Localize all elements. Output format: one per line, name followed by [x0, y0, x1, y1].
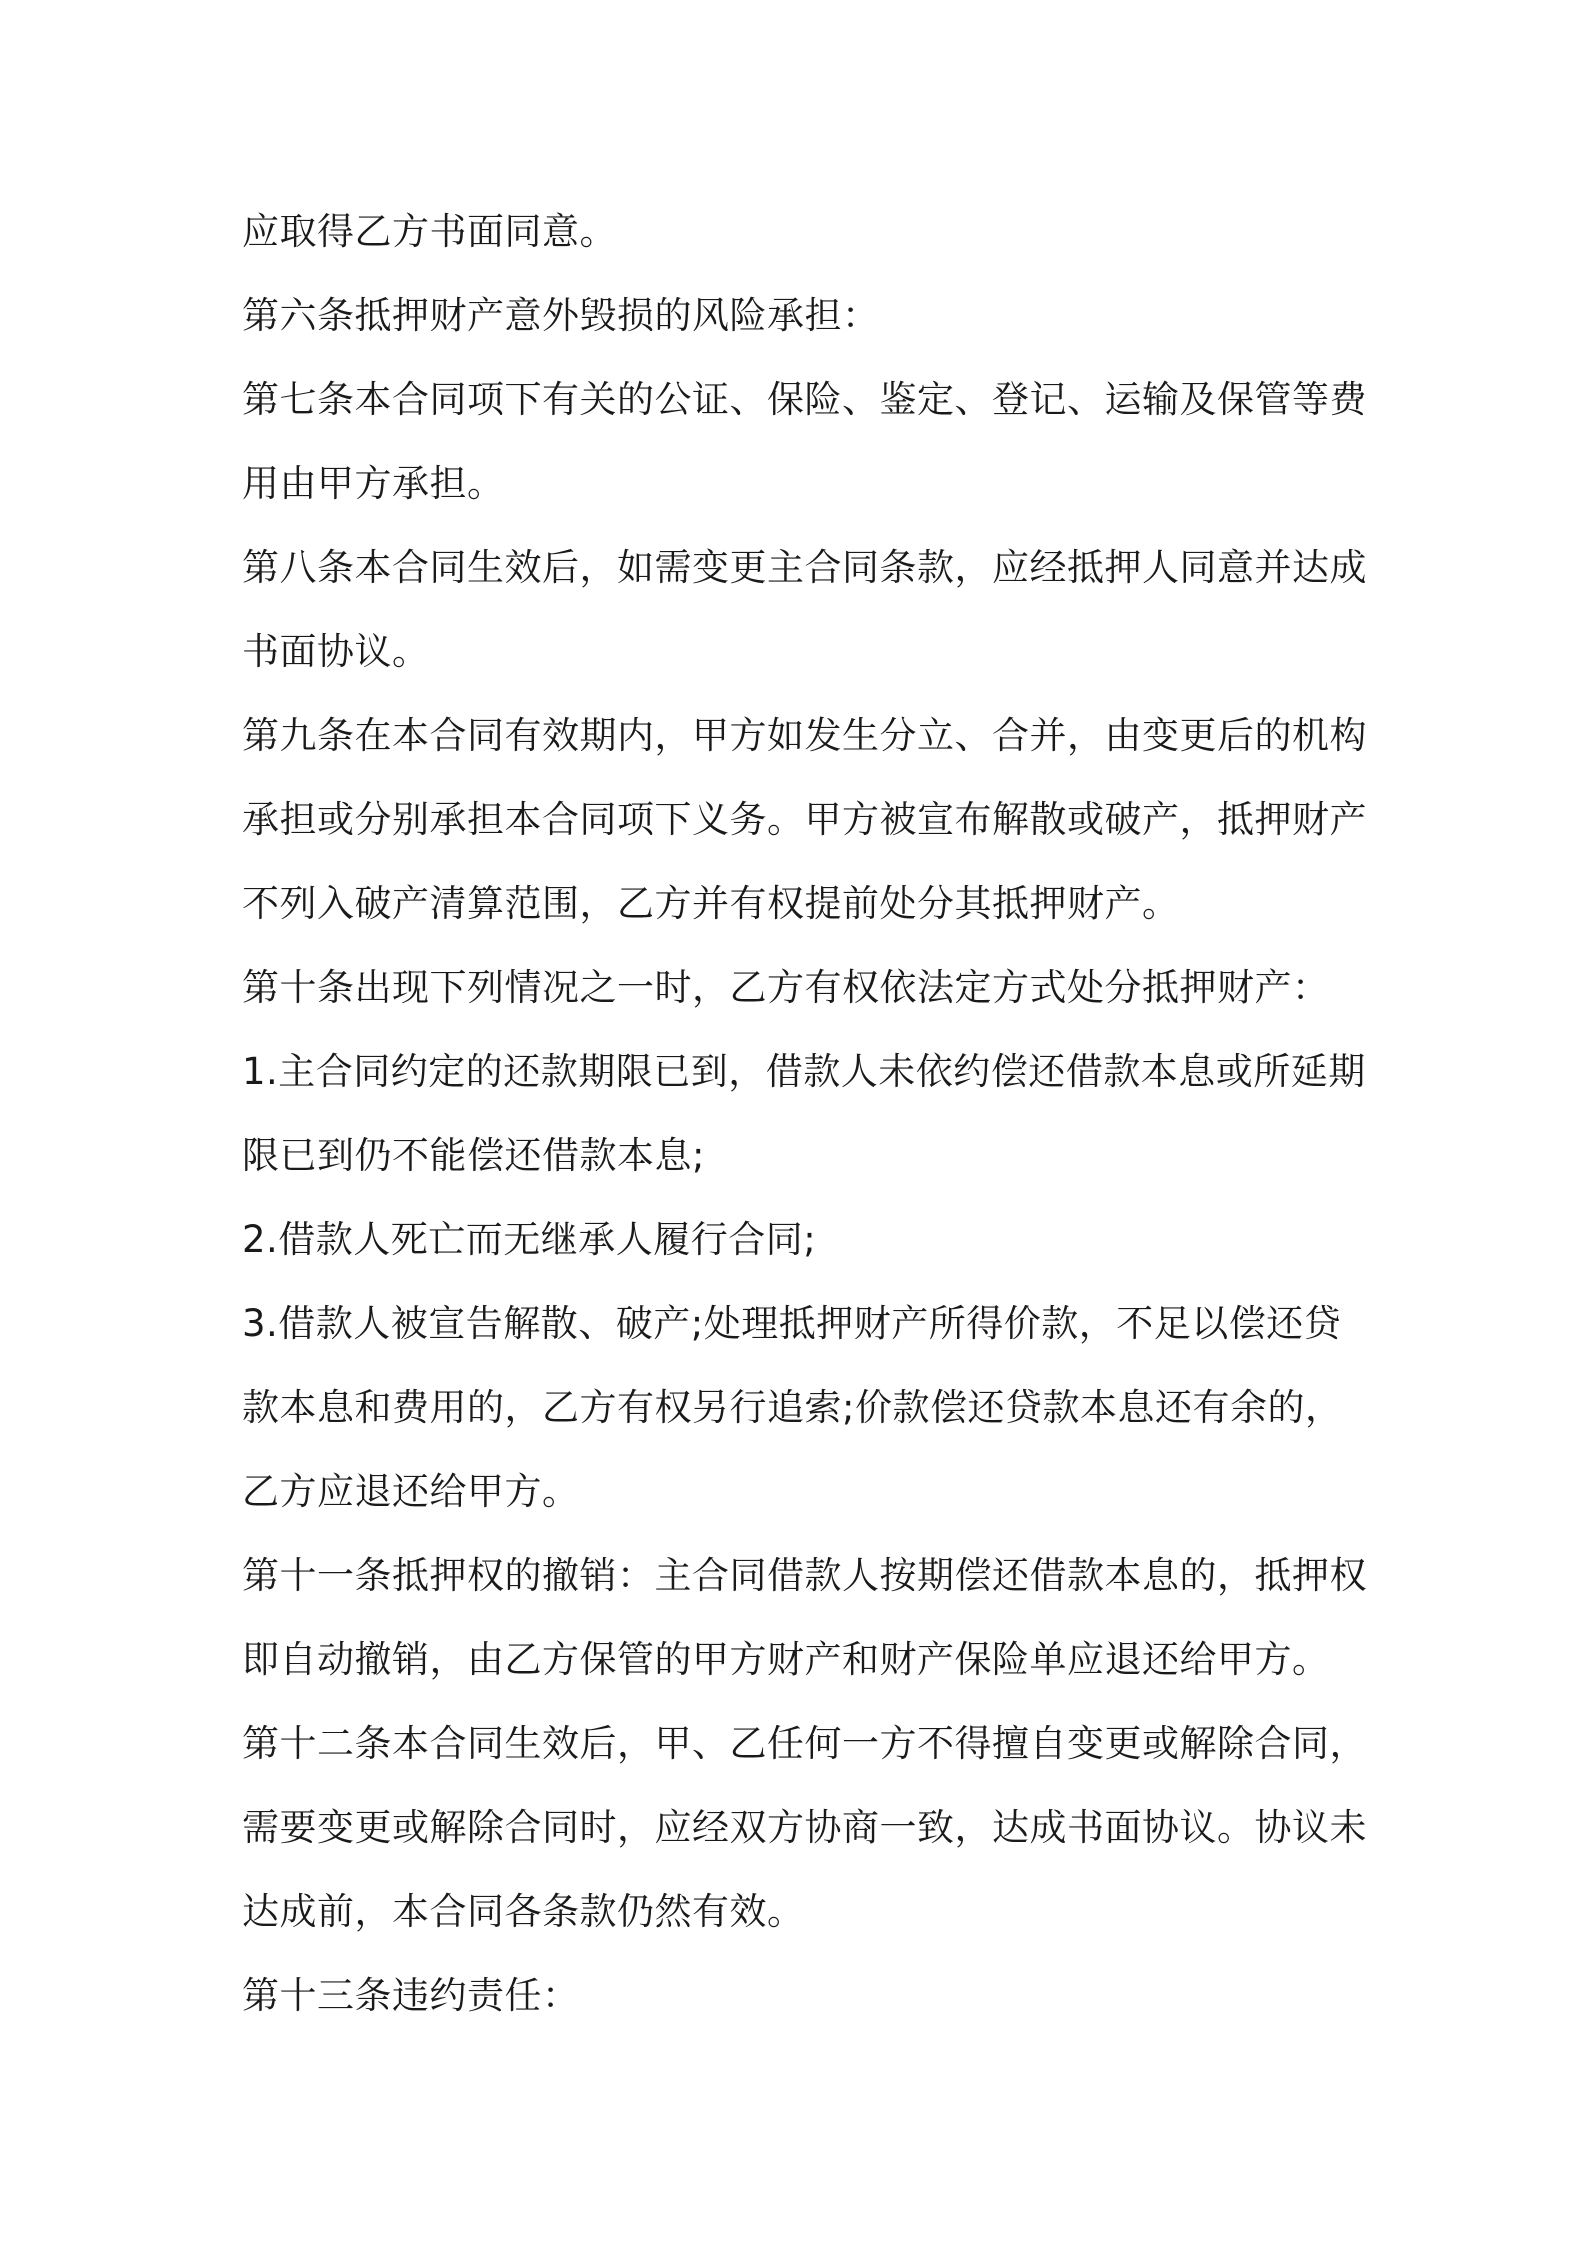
text-line: 第十二条本合同生效后，甲、乙任何一方不得擅自变更或解除合同，: [242, 1722, 1367, 1765]
text-line: 即自动撤销，由乙方保管的甲方财产和财产保险单应退还给甲方。: [242, 1638, 1330, 1681]
text-line: 承担或分别承担本合同项下义务。甲方被宣布解散或破产，抵押财产: [242, 798, 1367, 841]
text-line: 需要变更或解除合同时，应经双方协商一致，达成书面协议。协议未: [242, 1806, 1367, 1849]
text-line: 第十三条违约责任：: [242, 1974, 580, 2017]
text-line: 应取得乙方书面同意。: [242, 210, 617, 253]
text-line: 2.借款人死亡而无继承人履行合同;: [242, 1218, 817, 1261]
text-line: 限已到仍不能偿还借款本息;: [242, 1134, 705, 1177]
text-line: 不列入破产清算范围，乙方并有权提前处分其抵押财产。: [242, 882, 1180, 925]
text-line: 第六条抵押财产意外毁损的风险承担：: [242, 294, 880, 337]
text-line: 第七条本合同项下有关的公证、保险、鉴定、登记、运输及保管等费: [242, 378, 1367, 421]
text-line: 第八条本合同生效后，如需变更主合同条款，应经抵押人同意并达成: [242, 546, 1367, 589]
text-line: 款本息和费用的，乙方有权另行追索;价款偿还贷款本息还有余的，: [242, 1386, 1343, 1429]
text-line: 达成前，本合同各条款仍然有效。: [242, 1890, 805, 1933]
text-line: 第十条出现下列情况之一时，乙方有权依法定方式处分抵押财产：: [242, 966, 1330, 1009]
text-line: 乙方应退还给甲方。: [242, 1470, 580, 1513]
text-line: 书面协议。: [242, 630, 430, 673]
text-line: 第九条在本合同有效期内，甲方如发生分立、合并，由变更后的机构: [242, 714, 1367, 757]
text-line: 第十一条抵押权的撤销：主合同借款人按期偿还借款本息的，抵押权: [242, 1554, 1367, 1597]
text-line: 用由甲方承担。: [242, 462, 505, 505]
text-line: 3.借款人被宣告解散、破产;处理抵押财产所得价款，不足以偿还贷: [242, 1302, 1342, 1345]
text-line: 1.主合同约定的还款期限已到，借款人未依约偿还借款本息或所延期: [242, 1050, 1366, 1093]
contract-text-block: [242, 190, 1367, 2038]
